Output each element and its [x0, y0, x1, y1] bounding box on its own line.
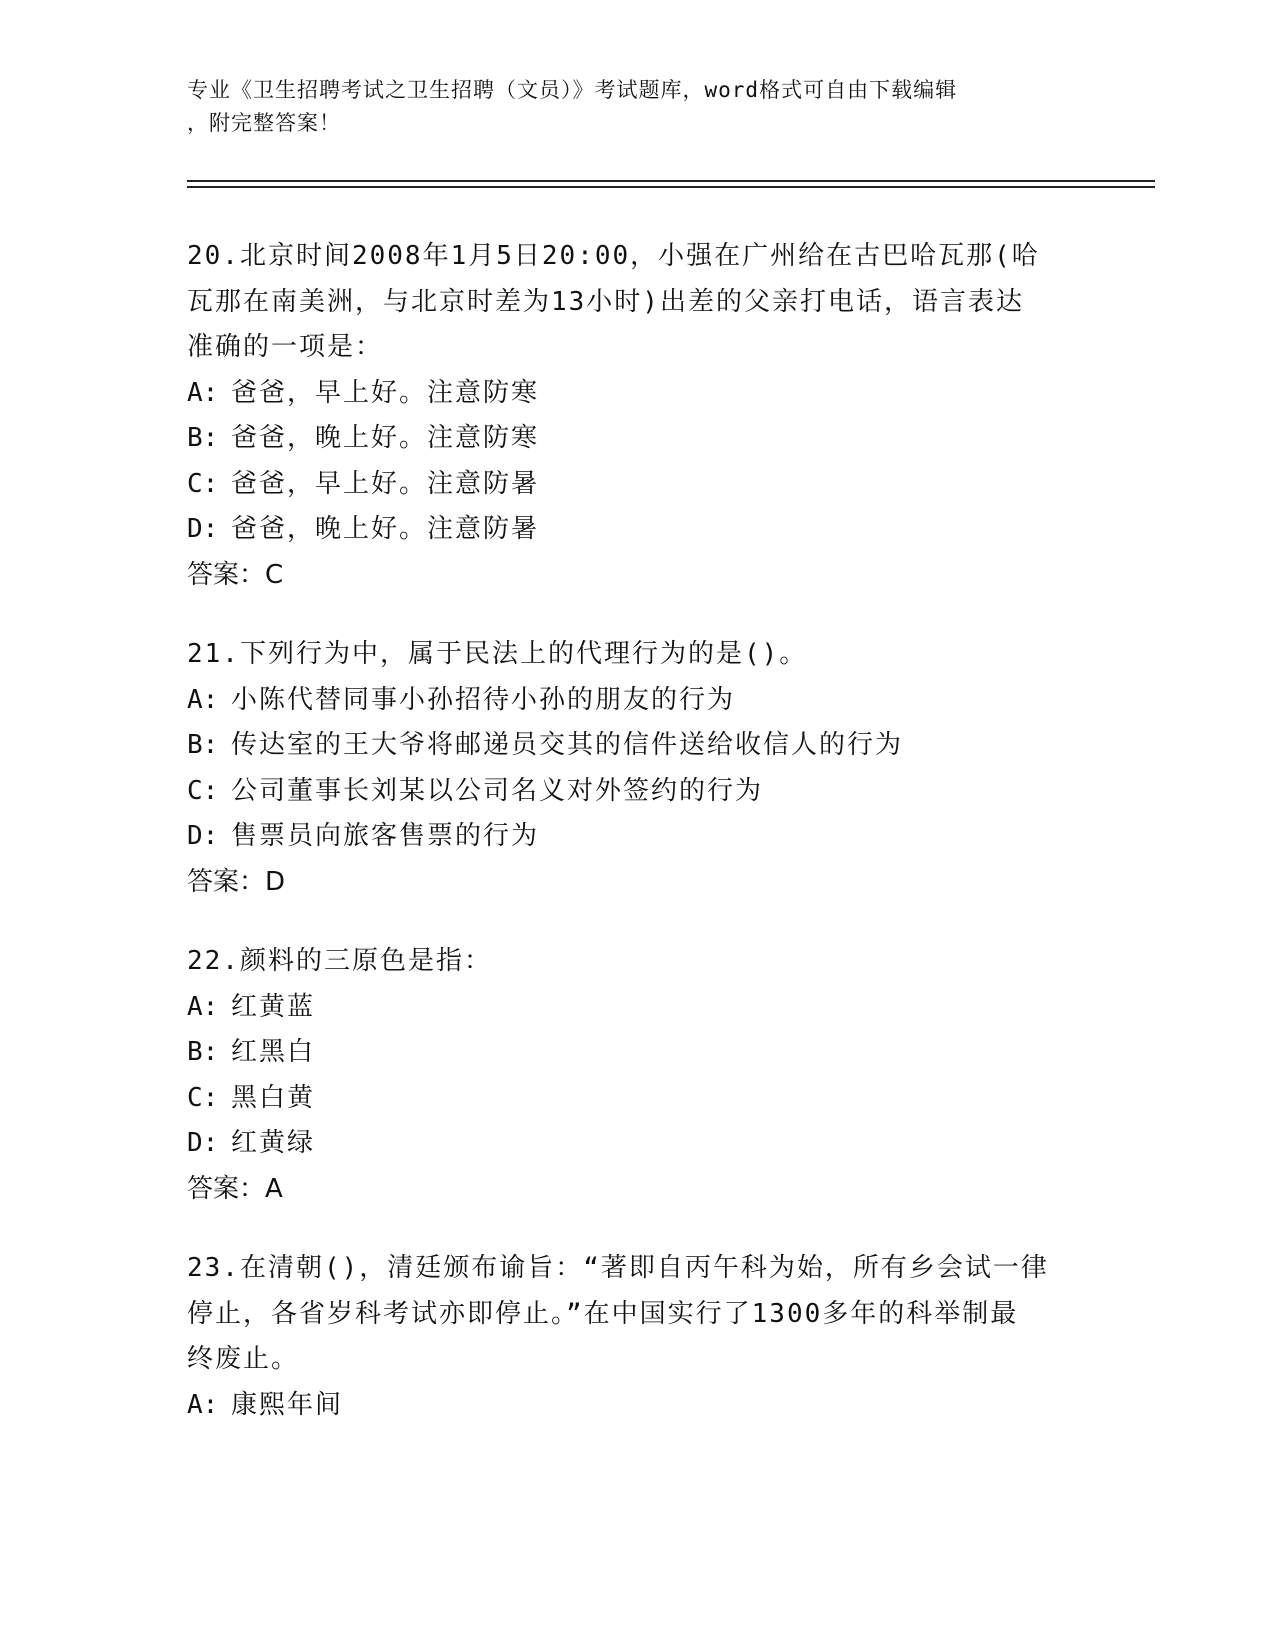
question-stem-line: 23.在清朝()，清廷颁布谕旨：“著即自丙午科为始，所有乡会试一律	[187, 1253, 1049, 1283]
answer-line: 答案：C	[187, 559, 284, 590]
option-key: C:	[187, 1082, 219, 1113]
option-key: D:	[187, 514, 219, 544]
option-text: 小陈代替同事小孙招待小孙的朋友的行为	[231, 684, 736, 715]
answer-line: 答案：A	[187, 1173, 283, 1204]
header-divider-bottom	[187, 186, 1155, 188]
option-key: A:	[187, 991, 219, 1022]
option-text: 红黄蓝	[231, 991, 316, 1022]
option-d	[187, 507, 1087, 553]
option-a	[187, 985, 1087, 1031]
option-a	[187, 678, 1087, 724]
option-key: B:	[187, 423, 219, 453]
question-stem-line: 终废止。	[187, 1344, 300, 1374]
option-text: 爸爸，早上好。注意防暑	[231, 468, 540, 499]
option-a	[187, 1383, 1087, 1429]
option-key: A:	[187, 1389, 219, 1420]
option-b	[187, 1030, 1087, 1076]
option-key: B:	[187, 1037, 219, 1067]
option-text: 康熙年间	[231, 1389, 344, 1420]
option-text: 爸爸，晚上好。注意防暑	[231, 514, 540, 544]
option-key: A:	[187, 377, 219, 408]
question-stem-line: 停止，各省岁科考试亦即停止。”在中国实行了1300多年的科举制最	[187, 1298, 1019, 1329]
question-stem-line: 20.北京时间2008年1月5日20:00，小强在广州给在古巴哈瓦那(哈	[187, 241, 1040, 271]
question-stem	[187, 1246, 1087, 1383]
question-stem-line: 21.下列行为中，属于民法上的代理行为的是()。	[187, 639, 808, 669]
option-text: 红黑白	[231, 1037, 316, 1067]
question-stem-line: 瓦那在南美洲，与北京时差为13小时)出差的父亲打电话，语言表达	[187, 286, 1024, 317]
option-text: 爸爸，早上好。注意防寒	[231, 377, 540, 408]
header-line-2: ，附完整答案！	[187, 111, 341, 135]
question-23	[187, 1246, 1087, 1428]
option-text: 公司董事长刘某以公司名义对外签约的行为	[231, 775, 764, 806]
option-text: 售票员向旅客售票的行为	[231, 821, 540, 851]
question-stem-line: 22.颜料的三原色是指：	[187, 946, 492, 976]
option-a	[187, 371, 1087, 417]
option-c	[187, 462, 1087, 508]
header-divider-top	[187, 180, 1155, 182]
option-key: C:	[187, 775, 219, 806]
question-22	[187, 939, 1087, 1212]
option-key: B:	[187, 730, 219, 760]
option-key: D:	[187, 821, 219, 851]
option-b	[187, 416, 1087, 462]
document-header	[187, 74, 1067, 140]
question-stem	[187, 234, 1087, 371]
option-text: 爸爸，晚上好。注意防寒	[231, 423, 540, 453]
question-stem-line: 准确的一项是：	[187, 332, 384, 362]
answer-line: 答案：D	[187, 866, 286, 897]
option-text: 黑白黄	[231, 1082, 316, 1113]
option-c	[187, 769, 1087, 815]
header-line-1: 专业《卫生招聘考试之卫生招聘（文员）》考试题库，word格式可自由下载编辑	[187, 78, 958, 102]
option-text: 红黄绿	[231, 1128, 316, 1158]
question-20	[187, 234, 1087, 598]
question-stem	[187, 632, 1087, 678]
option-c	[187, 1076, 1087, 1122]
option-key: A:	[187, 684, 219, 715]
option-b	[187, 723, 1087, 769]
question-stem	[187, 939, 1087, 985]
option-key: C:	[187, 468, 219, 499]
question-list	[187, 234, 1087, 1462]
option-d	[187, 814, 1087, 860]
option-key: D:	[187, 1128, 219, 1158]
option-text: 传达室的王大爷将邮递员交其的信件送给收信人的行为	[231, 730, 904, 760]
question-21	[187, 632, 1087, 905]
option-d	[187, 1121, 1087, 1167]
